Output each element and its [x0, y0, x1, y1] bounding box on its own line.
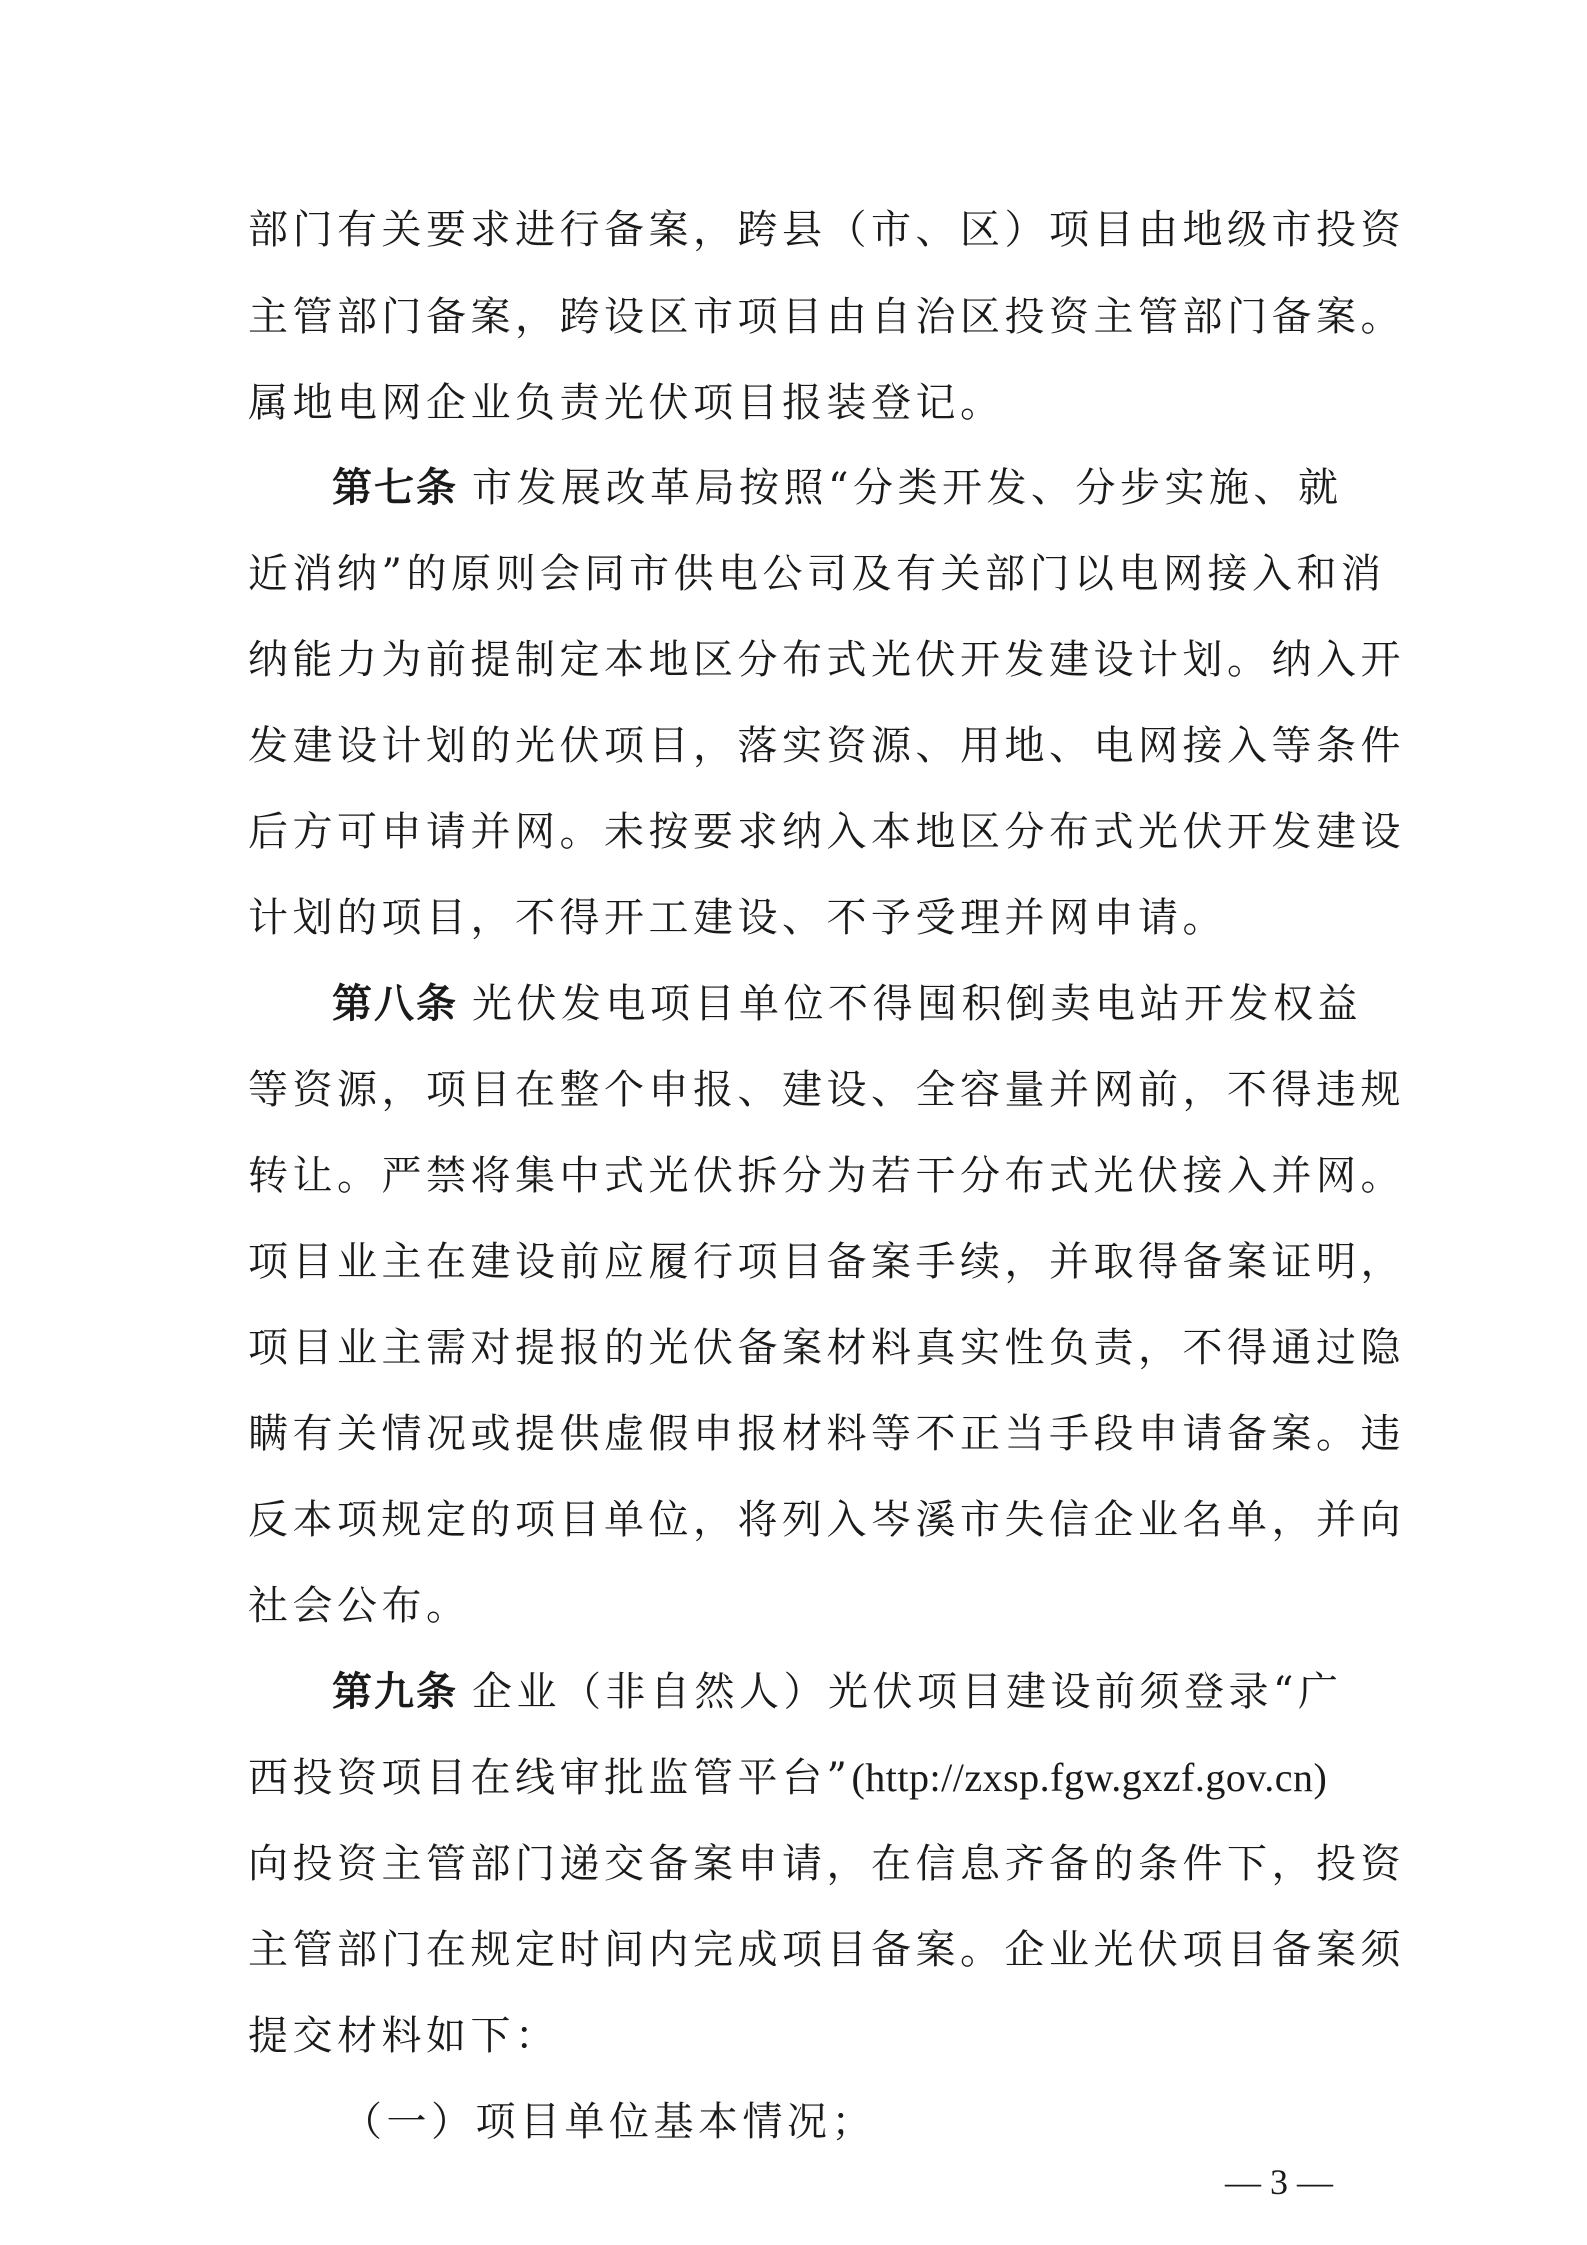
paragraph-line: 项目业主在建设前应履行项目备案手续，并取得备案证明， — [248, 1239, 1405, 1285]
article-8-heading: 第八条 — [332, 981, 458, 1027]
article-8-line — [332, 980, 1432, 1028]
paragraph-line: 部门有关要求进行备案，跨县（市、区）项目由地级市投资 — [248, 207, 1405, 253]
paragraph-line: 反本项规定的项目单位，将列入岑溪市失信企业名单，并向 — [248, 1497, 1405, 1543]
article-7-heading: 第七条 — [332, 465, 458, 511]
paragraph-line: 属地电网企业负责光伏项目报装登记。 — [248, 380, 1005, 426]
paragraph-line: 纳能力为前提制定本地区分布式光伏开发建设计划。纳入开 — [248, 637, 1405, 683]
paragraph-line: 等资源，项目在整个申报、建设、全容量并网前，不得违规 — [248, 1067, 1405, 1113]
article-8-text: 光伏发电项目单位不得囤积倒卖电站开发权益 — [472, 981, 1362, 1027]
paragraph-line — [248, 1754, 1348, 1802]
paragraph-line: 计划的项目，不得开工建设、不予受理并网申请。 — [248, 895, 1227, 941]
paragraph-line: 后方可申请并网。未按要求纳入本地区分布式光伏开发建设 — [248, 809, 1405, 855]
article-7-line — [332, 464, 1432, 512]
paragraph-line: 社会公布。 — [248, 1583, 471, 1629]
list-item: （一）项目单位基本情况； — [342, 2099, 876, 2145]
platform-url-link[interactable]: (http://zxsp.fgw.gxzf.gov.cn) — [851, 1755, 1328, 1800]
paragraph-line: 发建设计划的光伏项目，落实资源、用地、电网接入等条件 — [248, 723, 1405, 769]
paragraph-line: 近消纳”的原则会同市供电公司及有关部门以电网接入和消 — [248, 551, 1386, 597]
paragraph-line: 转让。严禁将集中式光伏拆分为若干分布式光伏接入并网。 — [248, 1153, 1405, 1199]
paragraph-line: 主管部门备案，跨设区市项目由自治区投资主管部门备案。 — [248, 294, 1405, 340]
article-9-text: 企业（非自然人）光伏项目建设前须登录“广 — [472, 1669, 1343, 1715]
paragraph-line: 瞒有关情况或提供虚假申报材料等不正当手段申请备案。违 — [248, 1411, 1405, 1457]
article-9-line — [332, 1668, 1432, 1716]
paragraph-line: 提交材料如下： — [248, 2013, 560, 2059]
article-7-text: 市发展改革局按照“分类开发、分步实施、就 — [472, 465, 1343, 511]
page-number: — 3 — — [1225, 2162, 1333, 2202]
platform-name-text: 西投资项目在线审批监管平台” — [248, 1755, 852, 1801]
paragraph-line: 主管部门在规定时间内完成项目备案。企业光伏项目备案须 — [248, 1927, 1405, 1973]
paragraph-line: 向投资主管部门递交备案申请，在信息齐备的条件下，投资 — [248, 1841, 1405, 1887]
article-9-heading: 第九条 — [332, 1669, 458, 1715]
paragraph-line: 项目业主需对提报的光伏备案材料真实性负责，不得通过隐 — [248, 1325, 1405, 1371]
